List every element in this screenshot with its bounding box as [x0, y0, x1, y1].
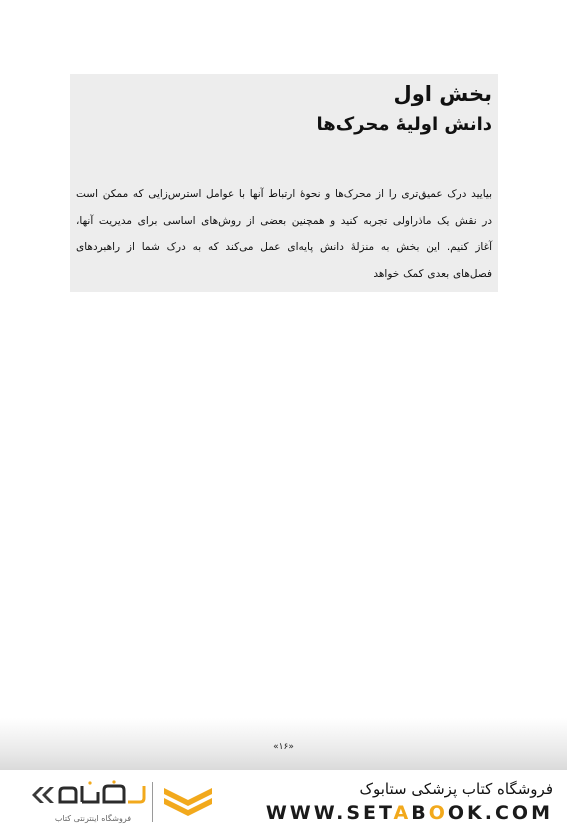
- book-chevron-icon: [160, 784, 216, 820]
- url-part: O: [447, 802, 468, 824]
- url-part: O: [428, 802, 448, 824]
- store-title: فروشگاه کتاب پزشکی ستابوک: [359, 780, 553, 798]
- intro-line: بیایید درک عمیق‌تری را از محرک‌ها و نحوهٔ ارتباط آنها با عوامل استرس‌زایی که ممکن است: [76, 188, 492, 200]
- url-part: K.COM: [467, 802, 553, 824]
- setabook-logo-icon: [28, 778, 146, 812]
- logo-divider: [152, 782, 153, 822]
- intro-line: آغاز کنیم. این بخش به منزلهٔ دانش پایه‌ای عمل می‌کند که به درک شما از راهبردهای: [76, 241, 492, 253]
- url-part: A: [393, 802, 412, 824]
- publisher-banner[interactable]: [0, 770, 567, 832]
- section-subtitle: دانش اولیهٔ محرک‌ها: [316, 114, 492, 135]
- page-number: «۱۶»: [273, 742, 294, 752]
- logo-tagline: فروشگاه اینترنتی کتاب: [54, 814, 132, 823]
- url-part: WWW.SET: [265, 802, 394, 824]
- intro-line: فصل‌های بعدی کمک خواهد: [373, 267, 492, 280]
- store-url-link[interactable]: [266, 802, 553, 824]
- section-intro-box: [70, 74, 498, 292]
- url-part: B: [411, 802, 429, 824]
- intro-line: در نقش یک ماذراولی تجربه کنید و همچنین بعضی از روش‌های اساسی برای مدیریت آنها،: [76, 214, 492, 227]
- section-title: بخش اول: [393, 82, 492, 106]
- intro-paragraph: [76, 181, 492, 287]
